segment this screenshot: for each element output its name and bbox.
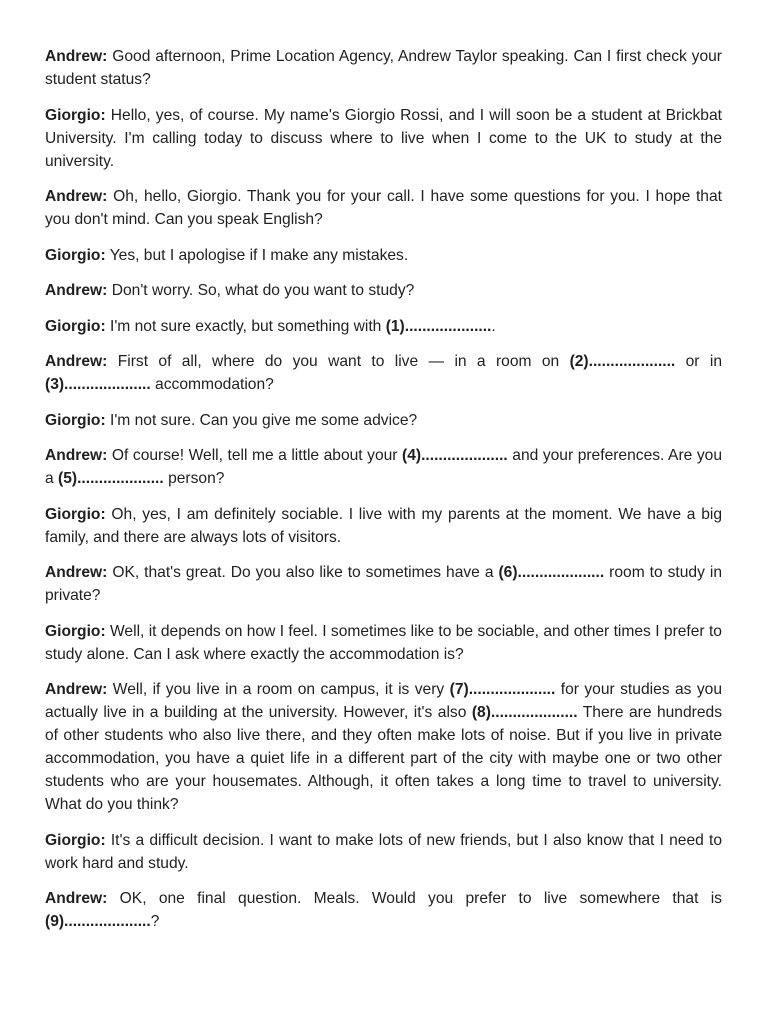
dialogue-text: ? [150, 913, 160, 930]
dialogue-turn [45, 409, 722, 432]
speaker-name: Giorgio: [45, 246, 106, 264]
dialogue-text: Good afternoon, Prime Location Agency, Andrew Taylor speaking. Can I first check your student status? [45, 48, 722, 88]
dialogue-text: Yes, but I apologise if I make any mistakes. [109, 246, 409, 264]
gap-blank: (6).................... [498, 564, 605, 581]
dialogue-text: . [491, 317, 496, 335]
speaker-name: Giorgio: [45, 317, 106, 335]
dialogue-turn [45, 244, 722, 267]
dialogue-text: It's a difficult decision. I want to make lots of new friends, but I also know that I need to work hard and study. [45, 831, 722, 872]
dialogue-turn [45, 620, 722, 666]
dialogue-text: accommodation? [150, 376, 274, 393]
dialogue-turn [45, 678, 722, 816]
dialogue-turn [45, 887, 722, 933]
dialogue-text: Well, if you live in a room on campus, it is very [112, 681, 450, 698]
dialogue-text: OK, one final question. Meals. Would you prefer to live somewhere that is [119, 890, 722, 907]
speaker-name: Andrew: [45, 48, 108, 65]
dialogue-turn [45, 503, 722, 549]
speaker-name: Andrew: [45, 447, 108, 464]
dialogue-turn [45, 45, 722, 91]
dialogue-turn [45, 279, 722, 302]
dialogue-text: person? [163, 470, 225, 487]
dialogue-turn [45, 315, 722, 338]
speaker-name: Giorgio: [45, 411, 106, 429]
dialogue [45, 45, 722, 933]
dialogue-text: Of course! Well, tell me a little about your [111, 447, 403, 464]
dialogue-turn [45, 104, 722, 173]
gap-blank: (9).................... [45, 913, 151, 930]
dialogue-text: room to study in private? [45, 564, 722, 604]
gap-blank: (2).................... [569, 353, 676, 370]
speaker-name: Giorgio: [45, 106, 106, 124]
dialogue-text: Don't worry. So, what do you want to study? [111, 282, 415, 299]
dialogue-text: Oh, yes, I am definitely sociable. I live with my parents at the moment. We have a big family, and there are always lots of visitors. [45, 505, 722, 546]
dialogue-text: for your studies as you actually live in a building at the university. However, it's also [45, 681, 722, 721]
gap-blank: (3).................... [45, 376, 151, 393]
dialogue-turn [45, 561, 722, 607]
dialogue-text: Well, it depends on how I feel. I sometimes like to be sociable, and other times I prefer to study alone. Can I ask where exactly the accommodation is? [45, 622, 722, 663]
speaker-name: Andrew: [45, 282, 108, 299]
dialogue-turn [45, 350, 722, 396]
dialogue-text: Oh, hello, Giorgio. Thank you for your call. I have some questions for you. I hope that you don't mind. Can you speak English? [45, 188, 722, 228]
speaker-name: Andrew: [45, 353, 108, 370]
dialogue-turn [45, 444, 722, 490]
speaker-name: Giorgio: [45, 831, 106, 849]
speaker-name: Andrew: [45, 188, 108, 205]
speaker-name: Giorgio: [45, 505, 106, 523]
dialogue-text: or in [675, 353, 722, 370]
speaker-name: Andrew: [45, 564, 108, 581]
dialogue-text: Hello, yes, of course. My name's Giorgio Rossi, and I will soon be a student at Brickbat University. I'm calling today to discuss where to live when I come to the UK to study at the university. [45, 106, 722, 170]
gap-blank: (1).................... [385, 317, 492, 335]
speaker-name: Andrew: [45, 681, 108, 698]
dialogue-text: OK, that's great. Do you also like to sometimes have a [112, 564, 499, 581]
dialogue-turn [45, 185, 722, 231]
dialogue-text: There are hundreds of other students who also live there, and they often make lots of noise. But if you live in private accommodation, you have a quiet life in a different part of the city with maybe one or two other students who are your housemates. Although, it often takes a long time to travel to university. What do you think? [45, 704, 722, 813]
gap-blank: (7).................... [449, 681, 556, 698]
speaker-name: Andrew: [45, 890, 108, 907]
dialogue-turn [45, 829, 722, 875]
dialogue-text: First of all, where do you want to live — in a room on [117, 353, 570, 370]
dialogue-text: and your preferences. Are you a [45, 447, 722, 487]
gap-blank: (5).................... [58, 470, 164, 487]
speaker-name: Giorgio: [45, 622, 106, 640]
dialogue-text: I'm not sure exactly, but something with [109, 317, 386, 335]
gap-blank: (4).................... [402, 447, 508, 464]
gap-blank: (8).................... [471, 704, 578, 721]
dialogue-text: I'm not sure. Can you give me some advice? [109, 411, 418, 429]
